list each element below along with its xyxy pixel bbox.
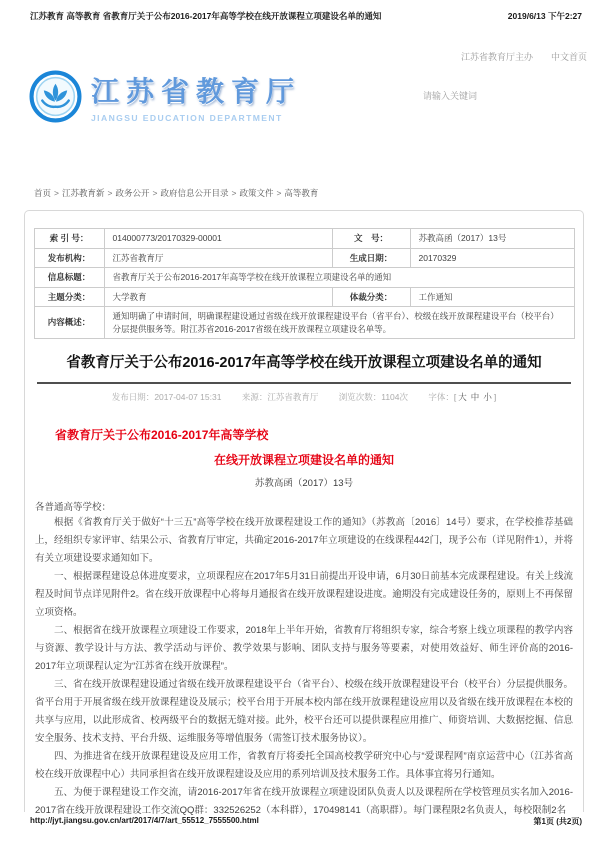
breadcrumb-item-news[interactable]: 江苏教育新 — [61, 188, 105, 198]
doc-number-value: 苏教高函（2017）13号 — [410, 229, 574, 249]
info-title-label: 信息标题： — [34, 268, 104, 288]
red-title-line2: 在线开放课程立项建设名单的通知 — [213, 453, 394, 467]
site-name: 江苏省教育厅 — [91, 76, 302, 107]
breadcrumb-separator: > — [107, 188, 113, 198]
font-size-small-button[interactable]: 小 — [483, 392, 492, 402]
title-divider — [37, 382, 571, 384]
print-footer — [30, 816, 582, 827]
publisher-label: 发布机构： — [34, 248, 104, 268]
footer-page-number: 第1页 (共2页) — [533, 817, 582, 826]
body-paragraph: 五、为便于课程建设工作交流，请2016-2017年省在线开放课程立项建设团队负责人以及课程所在学校管理员实名加入2016-2017省在线开放课程建设工作交流QQ群：332526252（本科群），170498141（高职群）。每门课程限2名负责人，每校限制2名 — [35, 787, 573, 816]
lotus-emblem-icon — [29, 70, 82, 123]
index-number-value: 014000773/20170329-00001 — [104, 229, 332, 249]
host-link[interactable]: 江苏省教育厅主办 — [460, 52, 533, 62]
search-input[interactable] — [421, 90, 565, 102]
doc-number-label: 文 号： — [332, 229, 410, 249]
breadcrumb-separator: > — [231, 188, 237, 198]
breadcrumb-separator: > — [152, 188, 158, 198]
breadcrumb-item-higher-edu[interactable]: 高等教育 — [284, 188, 319, 198]
font-size-control: 字体：[ 大 中 小 ] — [428, 392, 497, 402]
view-count: 浏览次数：1104次 — [338, 392, 409, 402]
table-row — [34, 307, 574, 339]
breadcrumb-item-info-catalog[interactable]: 政府信息公开目录 — [160, 188, 229, 198]
breadcrumb-item-gov-affairs[interactable]: 政务公开 — [115, 188, 150, 198]
print-header-title: 江苏教育 高等教育 省教育厅关于公布2016-2017年高等学校在线开放课程立项建设名单的通知 — [30, 11, 382, 21]
breadcrumb — [34, 187, 318, 199]
publish-date: 发布日期：2017-04-07 15:31 — [111, 392, 222, 402]
generate-date-value: 20170329 — [410, 248, 574, 268]
body-paragraph: 三、省在线开放课程建设通过省级在线开放课程建设平台（省平台）、校级在线开放课程建设平台（校平台）分层提供服务。省平台用于开展省级在线开放课程建设及展示；校平台用于开展本校内部在线开放课程建设应用以及省级在线开放课程在本校的共享与应用，以此形成省、校两级平台的数据无缝对接。此外，校平台还可以提供课程应用推广、师资培训、大数据挖掘、信息安全服务、技术支持、平台升级、运维服务等增值服务（需签订技术服务协议）。 — [35, 679, 573, 744]
breadcrumb-separator: > — [54, 188, 59, 198]
document-number: 苏教高函（2017）13号 — [254, 478, 354, 489]
breadcrumb-separator: > — [276, 188, 282, 198]
body-paragraph: 一、根据课程建设总体进度要求，立项课程应在2017年5月31日前提出开设申请，6月30日前基本完成课程建设。有关上线流程及时间节点详见附件2。省在线开放课程中心将每月通报省在线开放课程建设进度。逾期没有完成建设任务的，原则上不再保留立项资格。 — [35, 571, 573, 618]
body-paragraph: 四、为推进省在线开放课程建设及应用工作，省教育厅将委托全国高校教学研究中心与“爱课程网”南京运营中心（江苏省高校在线开放课程中心）共同承担省在线开放课程建设及应用的系列培训及技术服务工作。具体事宜将另行通知。 — [35, 751, 573, 780]
document-meta-table — [34, 228, 575, 339]
page-title: 省教育厅关于公布2016-2017年高等学校在线开放课程立项建设名单的通知 — [66, 355, 542, 371]
breadcrumb-item-policy-docs[interactable]: 政策文件 — [239, 188, 274, 198]
content-panel — [24, 210, 584, 816]
red-title-line1: 省教育厅关于公布2016-2017年高等学校 — [55, 428, 269, 442]
body-paragraph: 二、根据省在线开放课程立项建设工作要求，2018年上半年开始，省教育厅将组织专家，综合考察上线立项课程的教学内容与资源、教学设计与方法、教学活动与评价、教学效果与影响、团队支持与服务等要素，对使用效益好、师生评价高的2016-2017年立项课程认定为“江苏省在线开放课程”。 — [35, 625, 573, 672]
top-links — [461, 50, 587, 63]
home-link[interactable]: 中文首页 — [550, 52, 587, 62]
genre-category-label: 体裁分类： — [332, 287, 410, 307]
summary-value: 通知明确了申请时间，明确课程建设通过省级在线开放课程建设平台（省平台）、校级在线开放课程建设平台（校平台）分层提供服务等。附江苏省2016-2017省级在线开放课程立项建设名单等。 — [104, 307, 574, 339]
site-header — [29, 70, 301, 123]
topic-category-value: 大学教育 — [104, 287, 332, 307]
index-number-label: 索 引 号： — [34, 229, 104, 249]
table-row — [34, 229, 574, 249]
document-red-title — [25, 426, 583, 468]
article-meta — [25, 391, 583, 403]
breadcrumb-item-home[interactable]: 首页 — [34, 188, 52, 198]
site-name-en: JIANGSU EDUCATION DEPARTMENT — [91, 113, 283, 123]
publisher-value: 江苏省教育厅 — [104, 248, 332, 268]
generate-date-label: 生成日期： — [332, 248, 410, 268]
print-header-datetime: 2019/6/13 下午2:27 — [507, 11, 582, 21]
summary-label: 内容概述： — [34, 307, 104, 339]
print-header — [30, 10, 582, 22]
font-size-large-button[interactable]: 大 — [458, 392, 467, 402]
info-title-value: 省教育厅关于公布2016-2017年高等学校在线开放课程立项建设名单的通知 — [104, 268, 574, 288]
table-row — [34, 268, 574, 288]
source: 来源：江苏省教育厅 — [241, 392, 319, 402]
topic-category-label: 主题分类： — [34, 287, 104, 307]
body-paragraph: 根据《省教育厅关于做好“十三五”高等学校在线开放课程建设工作的通知》（苏教高〔2016〕14号）要求，在学校推荐基础上，经组织专家评审、结果公示、省教育厅审定，共确定2016-2017年立项建设的在线课程442门，现予公布（详见附件1），并将有关立项建设要求通知如下。 — [35, 517, 573, 564]
site-titles — [91, 70, 301, 123]
footer-url: http://jyt.jiangsu.gov.cn/art/2017/4/7/art_55512_7555500.html — [30, 816, 259, 825]
table-row — [34, 287, 574, 307]
font-size-medium-button[interactable]: 中 — [470, 392, 480, 402]
table-row — [34, 248, 574, 268]
salutation: 各普通高等学校： — [35, 502, 112, 513]
document-body — [35, 514, 573, 820]
genre-category-value: 工作通知 — [410, 287, 574, 307]
